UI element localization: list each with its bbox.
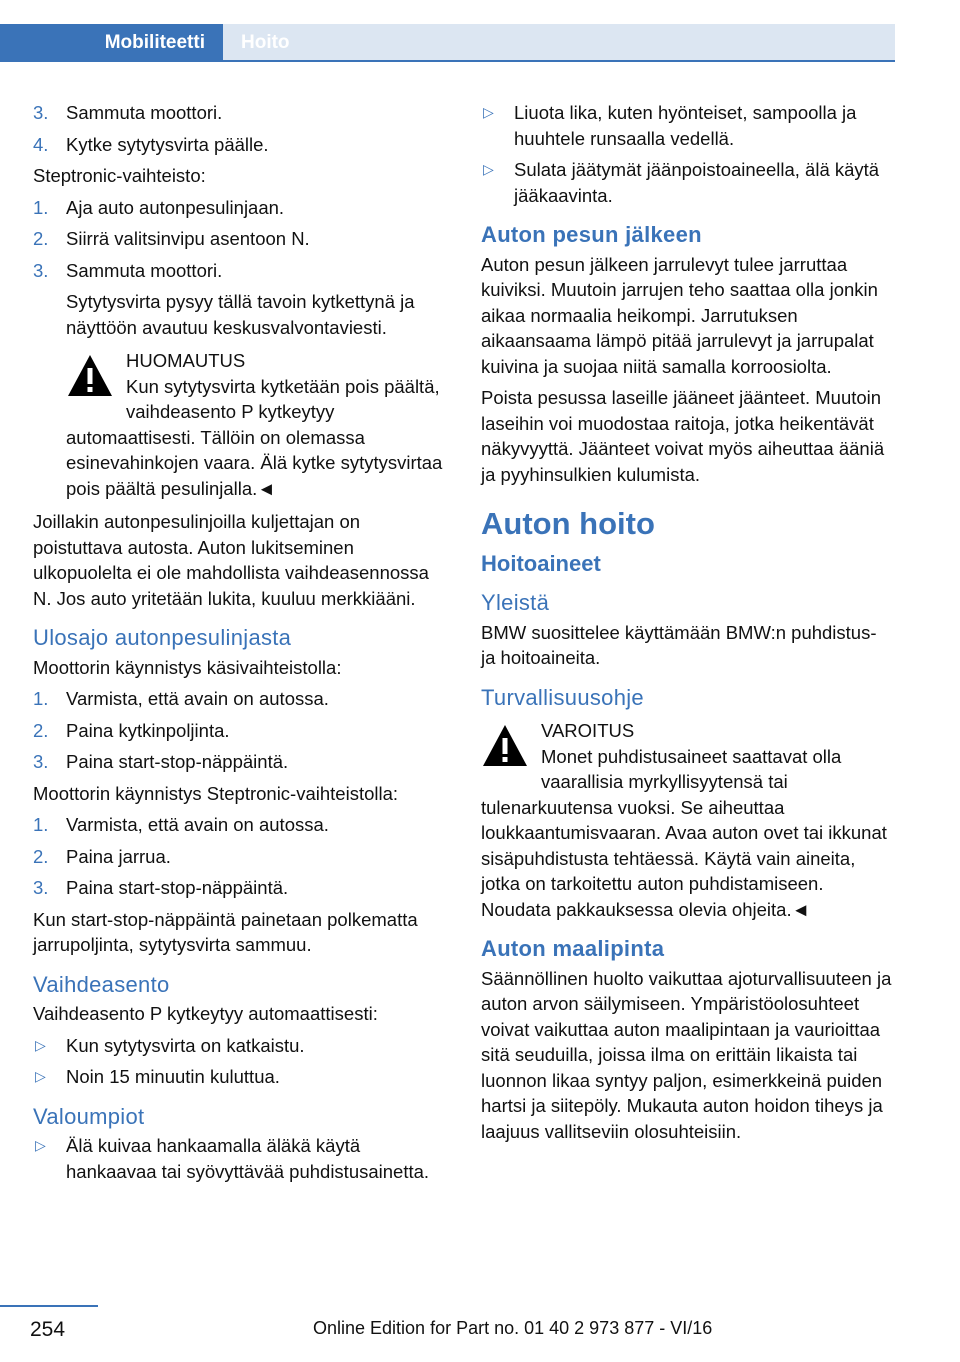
paragraph: Moottorin käynnistys Steptronic-vaihteistolla: (33, 782, 399, 804)
list-item: ▷ Älä kuivaa hankaamalla äläkä käytä hankaavaa tai syövyttävää puhdistusainetta. (35, 1135, 430, 1182)
warning-text: Kun sytytysvirta kytketään pois päältä, vaihdeasento P kytkeytyy automaattisesti. Tällöin on olemassa esinevahinkojen vaara. Älä kytke sytytysvirtaa pois päältä pesulinjalla.◄ (66, 375, 443, 499)
left-column (33, 100, 448, 1190)
section-heading: Valoumpiot (33, 1103, 145, 1129)
section-heading: Yleistä (481, 590, 550, 615)
list-item: 4. Kytke sytytysvirta päälle. (33, 133, 269, 155)
section-heading: Ulosajo autonpesulinjasta (33, 625, 292, 650)
paragraph: Auton pesun jälkeen jarrulevyt tulee jarruttaa kuiviksi. Muutoin jarrujen teho saattaa olla jonkin aikaa normaalia heikompi. Jarrutuksen aikaansaama lämpö pitää jarrulevyt ja jarrupalat kuivina ja suojaa niitä samalla korroosiolta. (481, 253, 878, 377)
numbered-list (33, 686, 448, 775)
list-item: ▷ Liuota lika, kuten hyönteiset, sampoolla ja huuhtele runsaalla vedellä. (483, 102, 857, 149)
paragraph: Kun start-stop-näppäintä painetaan polkematta jarrupoljinta, sytytysvirta sammuu. (33, 908, 418, 955)
list-item: ▷ Sulata jäätymät jäänpoistoaineella, älä käytä jääkaavinta. (483, 159, 880, 206)
tab-label: Mobiliteetti (104, 32, 205, 53)
list-item: 1. Varmista, että avain on autossa. (33, 688, 329, 709)
triangle-bullet-icon: ▷ (35, 1068, 46, 1084)
list-item: 3. Paina start-stop-näppäintä. (33, 751, 289, 772)
paragraph: Poista pesussa laseille jääneet jäänteet. Muutoin laseihin voi muodostaa raitoja, jotka heikentävät näkyvyyttä. Jäänteet voivat myös aiheuttaa ääniä ja pyyhinsulkien kulumista. (481, 387, 885, 485)
list-item: 1. Aja auto autonpesulinjaan. (33, 196, 285, 218)
section-heading: Turvallisuusohje (481, 684, 644, 710)
triangle-bullet-icon: ▷ (483, 161, 494, 177)
section-heading: Auton pesun jälkeen (481, 222, 702, 247)
edition-note: Online Edition for Part no. 01 40 2 973 877 - VI/16 (313, 1318, 713, 1338)
footer-divider (0, 1305, 98, 1307)
bullet-list (33, 1033, 448, 1090)
numbered-list (33, 195, 448, 284)
tab-mobiliteetti[interactable] (0, 24, 223, 61)
section-heading: Auton maalipinta (481, 936, 665, 961)
list-item: 2. Paina kytkinpoljinta. (33, 719, 230, 741)
paragraph: Vaihdeasento P kytkeytyy automaattisesti: (33, 1003, 378, 1024)
warning-triangle-icon (66, 352, 114, 400)
page-header (0, 0, 895, 62)
bullet-list (481, 100, 896, 208)
warning-box (66, 348, 448, 501)
paragraph: Moottorin käynnistys käsivaihteistolla: (33, 656, 342, 678)
subchapter-title: Hoitoaineet (481, 550, 601, 576)
list-item: 3. Paina start-stop-näppäintä. (33, 877, 289, 898)
page-number: 254 (30, 1318, 66, 1341)
triangle-bullet-icon: ▷ (35, 1137, 46, 1153)
list-item: ▷ Kun sytytysvirta on katkaistu. (33, 1033, 448, 1059)
list-item: 2. Paina jarrua. (33, 845, 171, 867)
section-heading: Vaihdeasento (33, 971, 170, 997)
bullet-list (33, 1133, 448, 1184)
chapter-title: Auton hoito (481, 506, 655, 541)
numbered-list (33, 100, 448, 157)
warning-title: VAROITUS (541, 720, 635, 741)
paragraph: Steptronic-vaihteisto: (33, 165, 206, 186)
paragraph: Sytytysvirta pysyy tällä tavoin kytkettynä ja näyttöön avautuu keskusvalvontaviesti. (66, 291, 415, 338)
list-item: ▷ Noin 15 minuutin kuluttua. (33, 1064, 448, 1090)
tab-hoito[interactable] (223, 24, 895, 61)
list-item: 1. Varmista, että avain on autossa. (33, 814, 329, 835)
paragraph: Säännöllinen huolto vaikuttaa ajoturvallisuuteen ja auton arvon säilymiseen. Ympäristöolosuhteet voivat vaikuttaa auton maalipintaan ja vaurioittaa sitä seuduilla, joissa ilma on erittäin likaista tai luonnon likaa syntyy paljon, esimerkkeinä puiden hartsi ja siitepöly. Mukauta auton hoidon tiheys ja laajuus vallitseviin olosuhteisiin. (481, 967, 892, 1142)
warning-title: HUOMAUTUS (126, 350, 246, 371)
header-divider (0, 60, 895, 62)
right-column (481, 100, 896, 1150)
list-item: 2. Siirrä valitsinvipu asentoon N. (33, 228, 310, 249)
list-item: 3. Sammuta moottori. (33, 102, 223, 123)
triangle-bullet-icon: ▷ (483, 104, 494, 120)
paragraph: Joillakin autonpesulinjoilla kuljettajan on poistuttava autosta. Auton lukitseminen ulkopuolelta ei ole mahdollista vaihdeasennossa N. Jos auto yritetään lukita, kuuluu merkkiääni. (33, 511, 429, 609)
list-item: 3. Sammuta moottori. (33, 259, 223, 281)
warning-box (481, 718, 896, 922)
warning-text: Monet puhdistusaineet saattavat olla vaarallisia myrkyllisyytensä tai tulenarkuutensa vuoksi. Se aiheuttaa loukkaantumisvaaran. Avaa auton ovet tai ikkunat sisäpuhdistusta tehtäessä. Käytä vain aineita, jotka on tarkoitettu auton puhdistamiseen. Noudata pakkauksessa olevia ohjeita.◄ (481, 745, 887, 920)
triangle-bullet-icon: ▷ (35, 1036, 46, 1053)
warning-triangle-icon (481, 722, 529, 770)
numbered-list (33, 812, 448, 901)
tab-label: Hoito (241, 32, 290, 53)
paragraph: BMW suosittelee käyttämään BMW:n puhdistus- ja hoitoaineita. (481, 621, 877, 668)
